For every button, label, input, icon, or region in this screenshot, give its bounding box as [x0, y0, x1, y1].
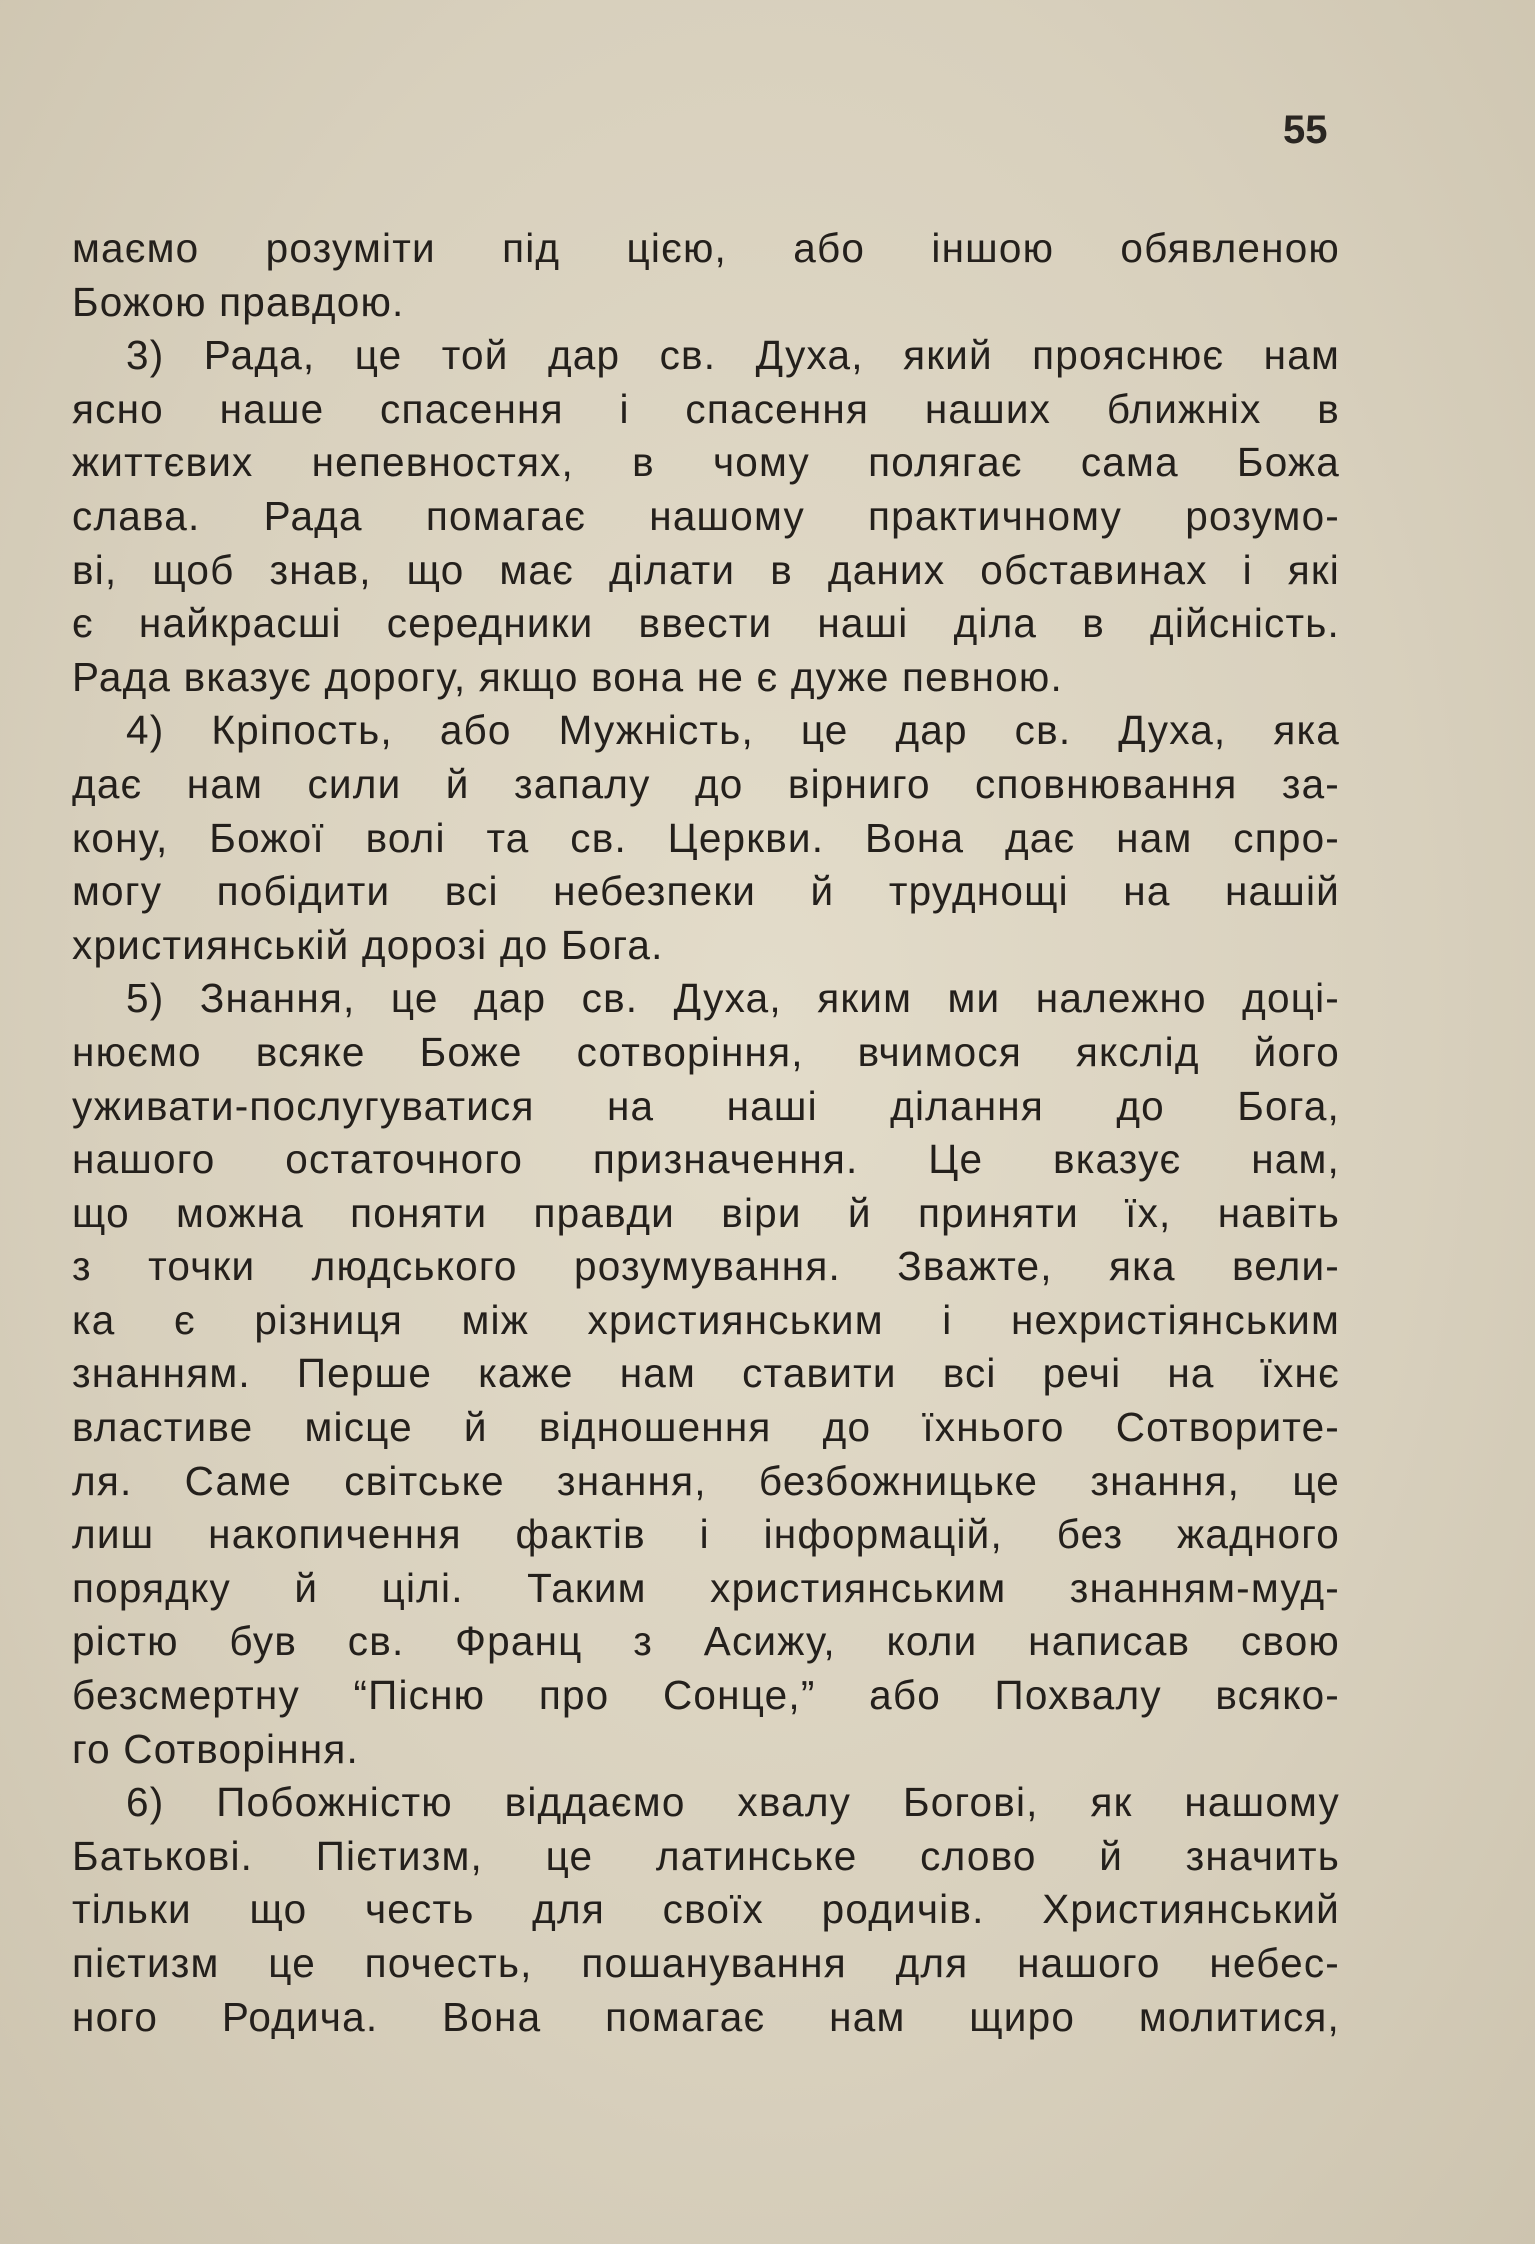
- text-line: безсмертну “Пісню про Сонце,” або Похвалу всяко-: [72, 1672, 1340, 1719]
- text-line: ясно наше спасення і спасення наших ближніх в: [72, 385, 1340, 432]
- text-line: ка є різниця між християнським і нехристіянським: [72, 1296, 1340, 1343]
- text-line: з точки людського розумування. Зважте, яка вели-: [72, 1243, 1340, 1290]
- text-line: ві, щоб знав, що має ділати в даних обставинах і які: [72, 546, 1340, 593]
- text-line: нашого остаточного призначення. Це вказує нам,: [72, 1136, 1340, 1183]
- text-line: маємо розуміти під цією, або іншою обявленою: [72, 225, 1340, 271]
- text-line: 6) Побожністю віддаємо хвалу Богові, як нашому: [126, 1779, 1340, 1826]
- text-line: 4) Кріпость, або Мужність, це дар св. Духа, яка: [126, 707, 1340, 754]
- text-line: могу побідити всі небезпеки й труднощі на нашій: [72, 868, 1340, 915]
- text-line: знанням. Перше каже нам ставити всі речі на їхнє: [72, 1350, 1340, 1397]
- text-line: Божою правдою.: [72, 278, 405, 325]
- text-line: 3) Рада, це той дар св. Духа, який прояснює нам: [126, 332, 1340, 379]
- text-line: що можна поняти правди віри й приняти їх, навіть: [72, 1189, 1340, 1236]
- text-line: го Сотворіння.: [72, 1725, 359, 1772]
- text-line: слава. Рада помагає нашому практичному розумо-: [72, 492, 1340, 539]
- text-line: рістю був св. Франц з Асижу, коли написав свою: [72, 1618, 1340, 1665]
- text-line: ного Родича. Вона помагає нам щиро молитися,: [72, 1993, 1340, 2040]
- text-line: є найкрасші середники ввести наші діла в дійсність.: [72, 600, 1340, 647]
- text-line: властиве місце й відношення до їхнього Сотворите-: [72, 1404, 1340, 1451]
- text-line: Батькові. Пієтизм, це латинське слово й значить: [72, 1832, 1340, 1879]
- text-line: тільки що честь для своїх родичів. Християнський: [72, 1886, 1340, 1933]
- text-line: Рада вказує дорогу, якщо вона не є дуже певною.: [72, 653, 1063, 700]
- text-line: нюємо всяке Боже сотворіння, вчимося якслід його: [72, 1028, 1340, 1075]
- body-text: [72, 222, 1340, 2044]
- text-line: життєвих непевностях, в чому полягає сама Божа: [72, 439, 1340, 486]
- text-line: уживати-послугуватися на наші ділання до Бога,: [72, 1082, 1340, 1129]
- text-line: ля. Саме світське знання, безбожницьке знання, це: [72, 1457, 1340, 1504]
- text-line: 5) Знання, це дар св. Духа, яким ми належно доці-: [126, 975, 1340, 1022]
- text-line: християнській дорозі до Бога.: [72, 921, 664, 968]
- text-line: лиш накопичення фактів і інформацій, без жадного: [72, 1511, 1340, 1558]
- text-line: дає нам сили й запалу до вірниго сповнювання за-: [72, 760, 1340, 807]
- text-line: пієтизм це почесть, пошанування для нашого небес-: [72, 1940, 1340, 1986]
- text-line: кону, Божої волі та св. Церкви. Вона дає нам спро-: [72, 814, 1340, 861]
- page-number: 55: [1283, 108, 1328, 152]
- text-line: порядку й цілі. Таким християнським знанням-муд-: [72, 1564, 1340, 1611]
